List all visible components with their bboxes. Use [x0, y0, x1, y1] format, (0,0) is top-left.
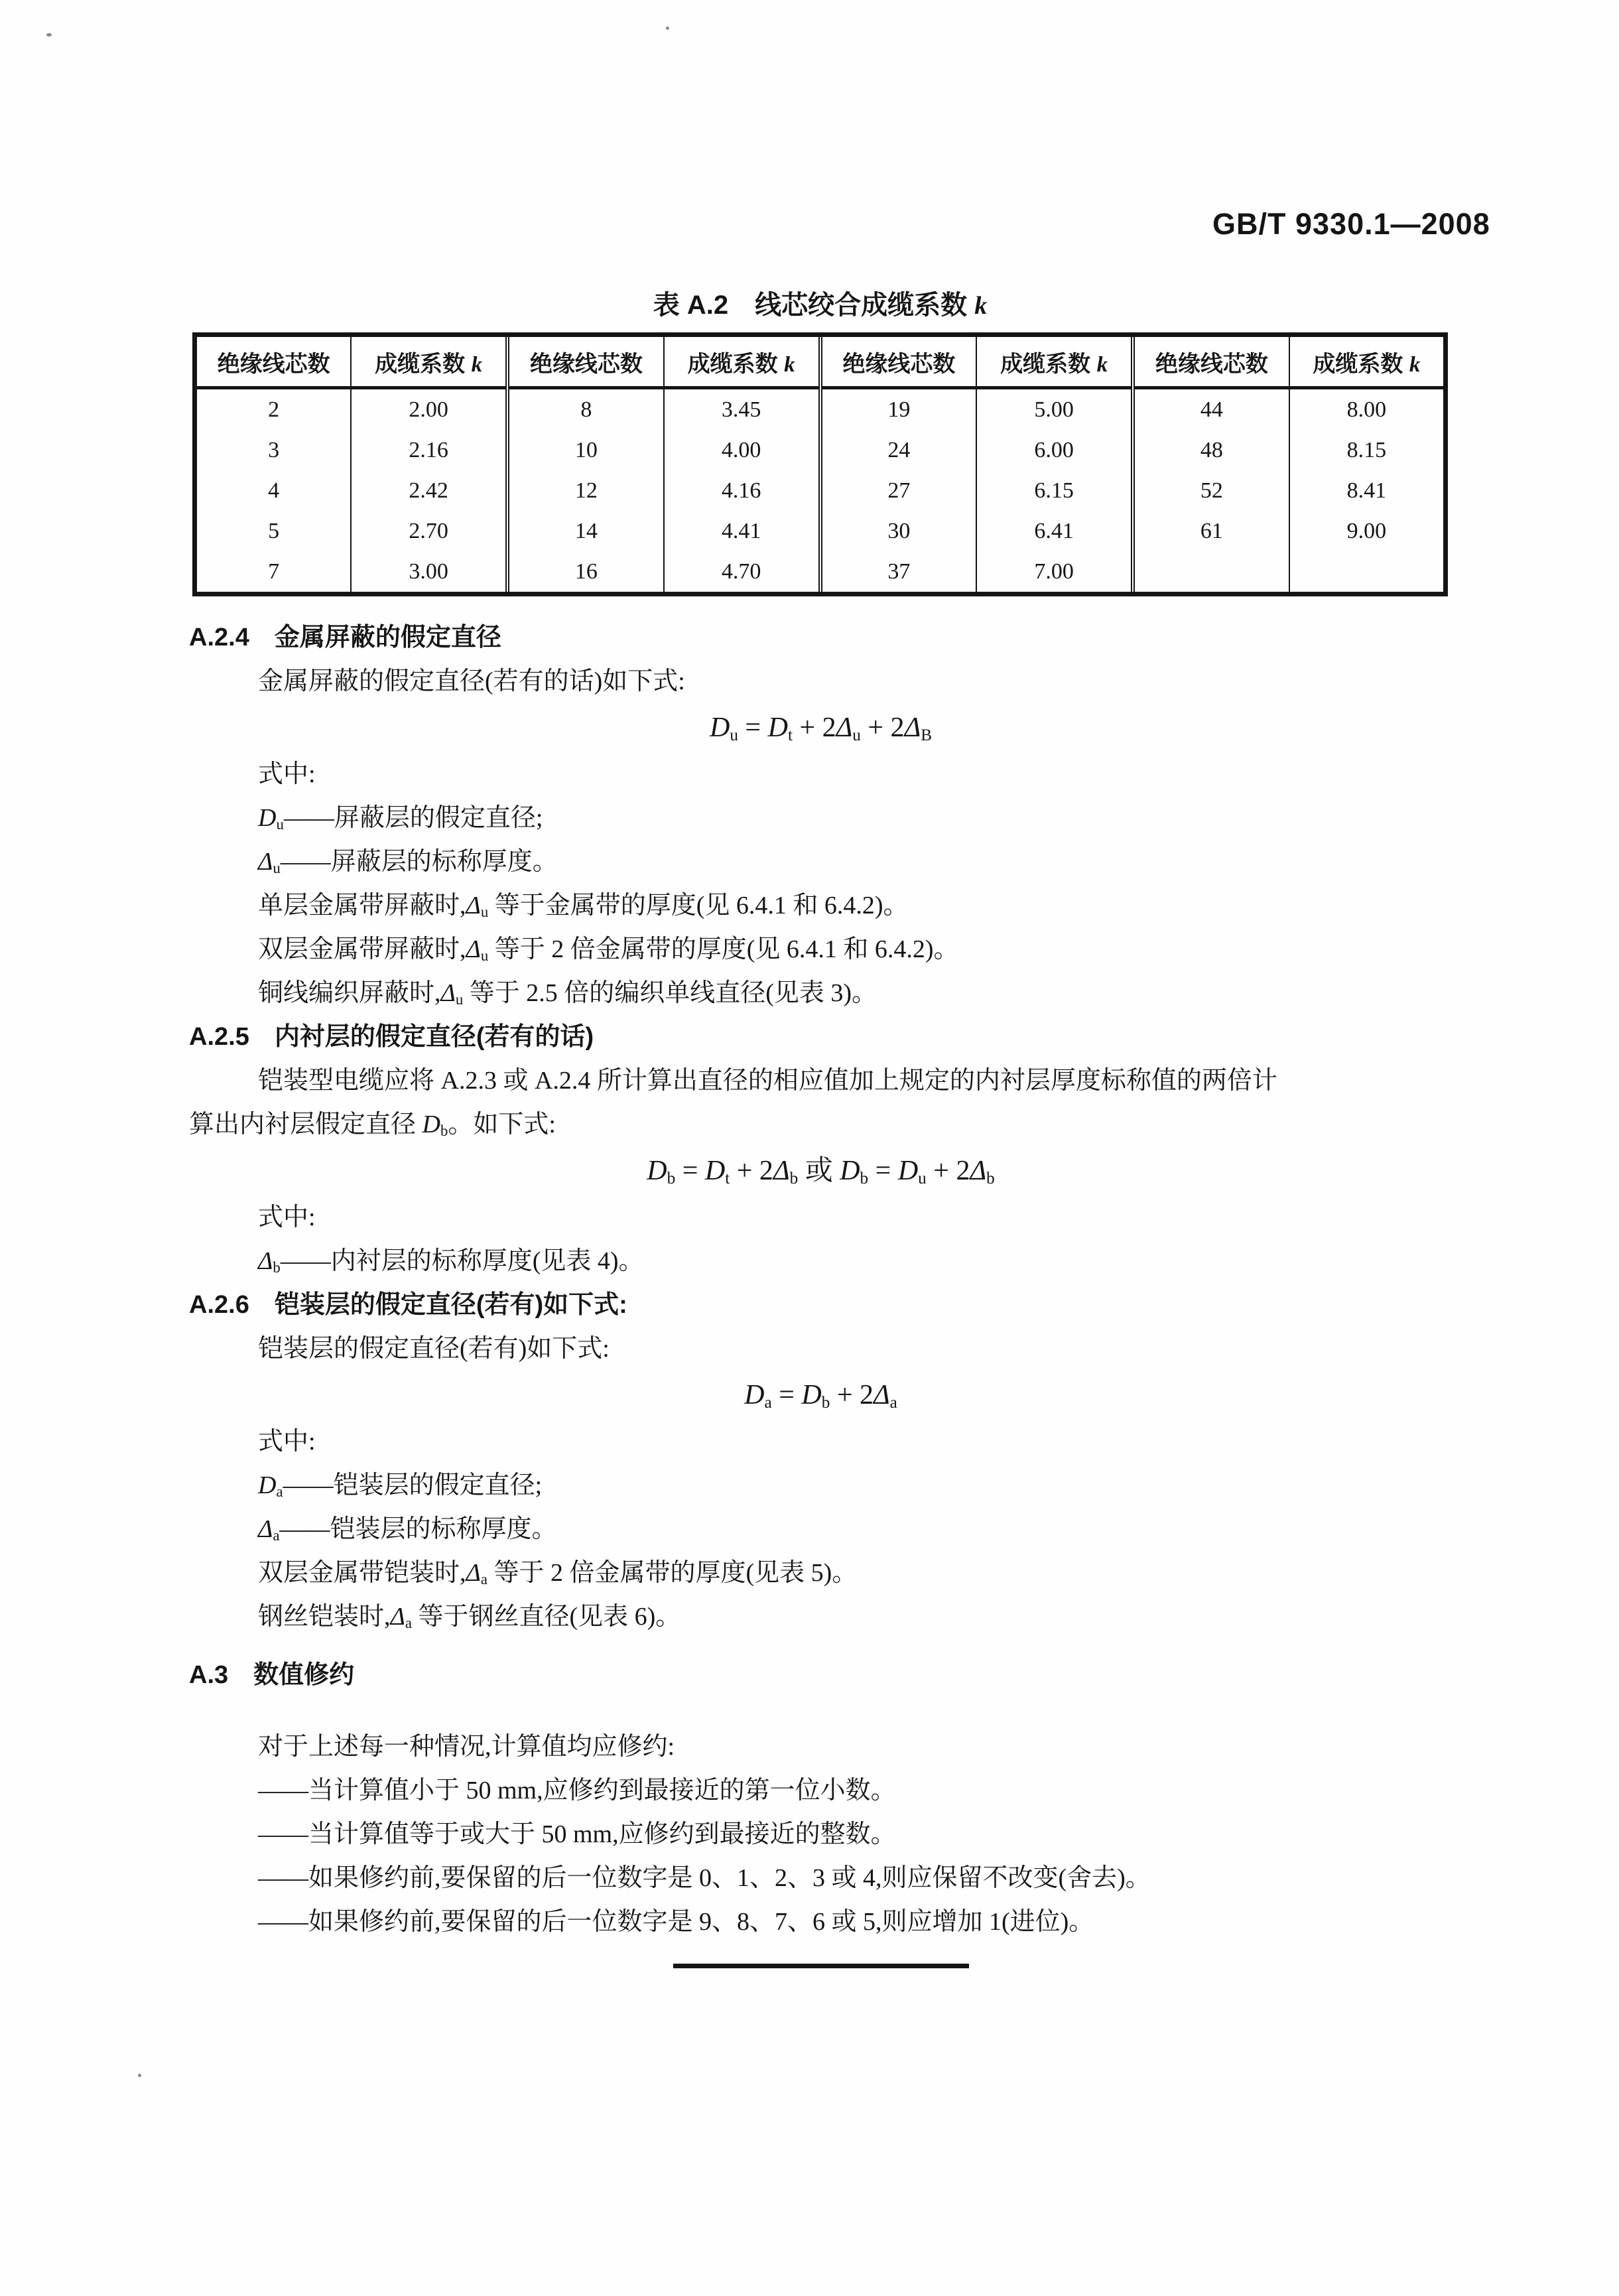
note-line: 钢丝铠装时$,\Delta_a$ 等于钢丝直径(见表 6)。 — [258, 1603, 681, 1632]
table-cell: 9.00 — [1289, 511, 1446, 551]
table-header-cell: 绝缘线芯数 — [195, 335, 352, 388]
table-header-cell: 绝缘线芯数 — [820, 335, 977, 388]
table-cell: 24 — [820, 430, 977, 470]
scan-speck — [46, 33, 52, 36]
table-cell: 61 — [1133, 511, 1289, 551]
cable-factor-table — [192, 332, 1448, 596]
table-cell: 19 — [820, 388, 977, 431]
note-line: 单层金属带屏蔽时$,\Delta_u$ 等于金属带的厚度(见 6.4.1 和 6.4.2)。 — [258, 892, 909, 921]
formula-db: $D_b = D_t + 2\Delta_b$ 或 $D_b = D_u + 2\Delta_b$ — [647, 1156, 995, 1187]
table-cell: 6.15 — [976, 470, 1133, 511]
table-row — [195, 551, 1446, 594]
table-cell: 3.45 — [664, 388, 820, 431]
table-cell: 48 — [1133, 430, 1289, 470]
table-cell: 3.00 — [351, 551, 507, 594]
table-cell: 6.00 — [976, 430, 1133, 470]
cable-factor-table-body — [195, 388, 1446, 594]
table-cell: 10 — [507, 430, 664, 470]
where-label: 式中: — [258, 1203, 316, 1231]
section-a26-heading: A.2.6 铠装层的假定直径(若有)如下式: — [189, 1291, 627, 1319]
table-cell: 2.00 — [351, 388, 507, 431]
definition-line: $D_u——$屏蔽层的假定直径; — [258, 804, 543, 833]
table-cell: 14 — [507, 511, 664, 551]
table-cell — [1133, 551, 1289, 594]
note-line: 双层金属带屏蔽时$,\Delta_u$ 等于 2 倍金属带的厚度(见 6.4.1 和 6.4.2)。 — [258, 935, 959, 965]
definition-line: $\Delta_b——$内衬层的标称厚度(见表 4)。 — [258, 1247, 644, 1276]
table-cell: 4.00 — [664, 430, 820, 470]
table-cell: 2.16 — [351, 430, 507, 470]
rounding-rule-item: ——当计算值小于 50 mm,应修约到最接近的第一位小数。 — [258, 1777, 896, 1804]
table-header-cell: 成缆系数 k — [1289, 335, 1446, 388]
table-header-cell: 成缆系数 k — [976, 335, 1133, 388]
formula-da: $D_a = D_b + 2\Delta_a$ — [744, 1380, 897, 1412]
table-cell: 5.00 — [976, 388, 1133, 431]
scan-speck — [138, 2074, 141, 2077]
definition-line: $D_a——$铠装层的假定直径; — [258, 1471, 543, 1501]
table-cell: 3 — [268, 437, 280, 462]
table-header-cell: 成缆系数 k — [664, 335, 820, 388]
table-cell: 27 — [820, 470, 977, 511]
table-cell: 2.70 — [351, 511, 507, 551]
table-cell: 4 — [268, 478, 280, 503]
where-label: 式中: — [258, 1428, 316, 1455]
definition-line: $\Delta_u——$屏蔽层的标称厚度。 — [258, 848, 558, 877]
rounding-rule-item: ——如果修约前,要保留的后一位数字是 9、8、7、6 或 5,则应增加 1(进位)。 — [258, 1908, 1094, 1936]
note-line: 双层金属带铠装时$,\Delta_a$ 等于 2 倍金属带的厚度(见表 5)。 — [258, 1559, 858, 1588]
rounding-rule-item: ——如果修约前,要保留的后一位数字是 0、1、2、3 或 4,则应保留不改变(舍去)。 — [258, 1864, 1151, 1892]
table-cell: 8.15 — [1289, 430, 1446, 470]
rounding-rule-item: ——当计算值等于或大于 50 mm,应修约到最接近的整数。 — [258, 1820, 896, 1848]
table-cell — [1289, 551, 1446, 594]
section-a25-paragraph-line1: 铠装型电缆应将 A.2.3 或 A.2.4 所计算出直径的相应值加上规定的内衬层厚度标称值的两倍计 — [258, 1067, 1277, 1095]
note-line: 铜线编织屏蔽时$,\Delta_u$ 等于 2.5 倍的编织单线直径(见表 3)。 — [258, 979, 877, 1008]
table-row — [195, 511, 1446, 551]
section-a24-intro: 金属屏蔽的假定直径(若有的话)如下式: — [258, 667, 685, 695]
section-a26-intro: 铠装层的假定直径(若有)如下式: — [258, 1335, 610, 1363]
formula-du: $D_u = D_t + 2\Delta_u + 2\Delta_B$ — [709, 712, 933, 744]
table-cell: 8.41 — [1289, 470, 1446, 511]
table-cell: 8.00 — [1289, 388, 1446, 431]
cable-factor-table-section — [192, 284, 1448, 596]
table-cell: 8 — [507, 388, 664, 431]
table-header-cell: 成缆系数 k — [351, 335, 507, 388]
table-cell: 12 — [507, 470, 664, 511]
table-cell: 7 — [268, 559, 280, 584]
section-a25-paragraph-line2: 算出内衬层假定直径 $D_b$。如下式: — [189, 1111, 556, 1140]
definition-line: $\Delta_a——$铠装层的标称厚度。 — [258, 1515, 557, 1544]
where-label: 式中: — [258, 760, 316, 788]
table-cell: 7.00 — [976, 551, 1133, 594]
table-cell: 44 — [1133, 388, 1289, 431]
end-of-document-rule — [673, 1964, 969, 1968]
document-body — [189, 616, 1453, 1968]
table-header-cell: 绝缘线芯数 — [507, 335, 664, 388]
section-a24-heading: A.2.4 金属屏蔽的假定直径 — [189, 624, 501, 651]
table-cell: 2.42 — [351, 470, 507, 511]
standard-number: GB/T 9330.1—2008 — [1212, 207, 1490, 241]
table-header-row — [195, 335, 1446, 388]
table-cell: 4.70 — [664, 551, 820, 594]
table-cell: 37 — [820, 551, 977, 594]
table-header-cell: 绝缘线芯数 — [1133, 335, 1289, 388]
table-cell: 4.16 — [664, 470, 820, 511]
section-a25-heading: A.2.5 内衬层的假定直径(若有的话) — [189, 1023, 594, 1051]
table-cell: 52 — [1133, 470, 1289, 511]
section-a3-heading: A.3 数值修约 — [189, 1661, 355, 1689]
table-cell: 2 — [268, 397, 280, 422]
table-cell: 5 — [268, 518, 280, 543]
section-a3-intro: 对于上述每一种情况,计算值均应修约: — [258, 1733, 675, 1761]
table-row — [195, 430, 1446, 470]
table-cell: 30 — [820, 511, 977, 551]
table-row — [195, 470, 1446, 511]
scan-speck — [666, 27, 669, 30]
table-cell: 4.41 — [664, 511, 820, 551]
table-title: 表 A.2 线芯绞合成缆系数 k — [653, 291, 988, 320]
table-row — [195, 388, 1446, 431]
table-cell: 16 — [507, 551, 664, 594]
table-cell: 6.41 — [976, 511, 1133, 551]
